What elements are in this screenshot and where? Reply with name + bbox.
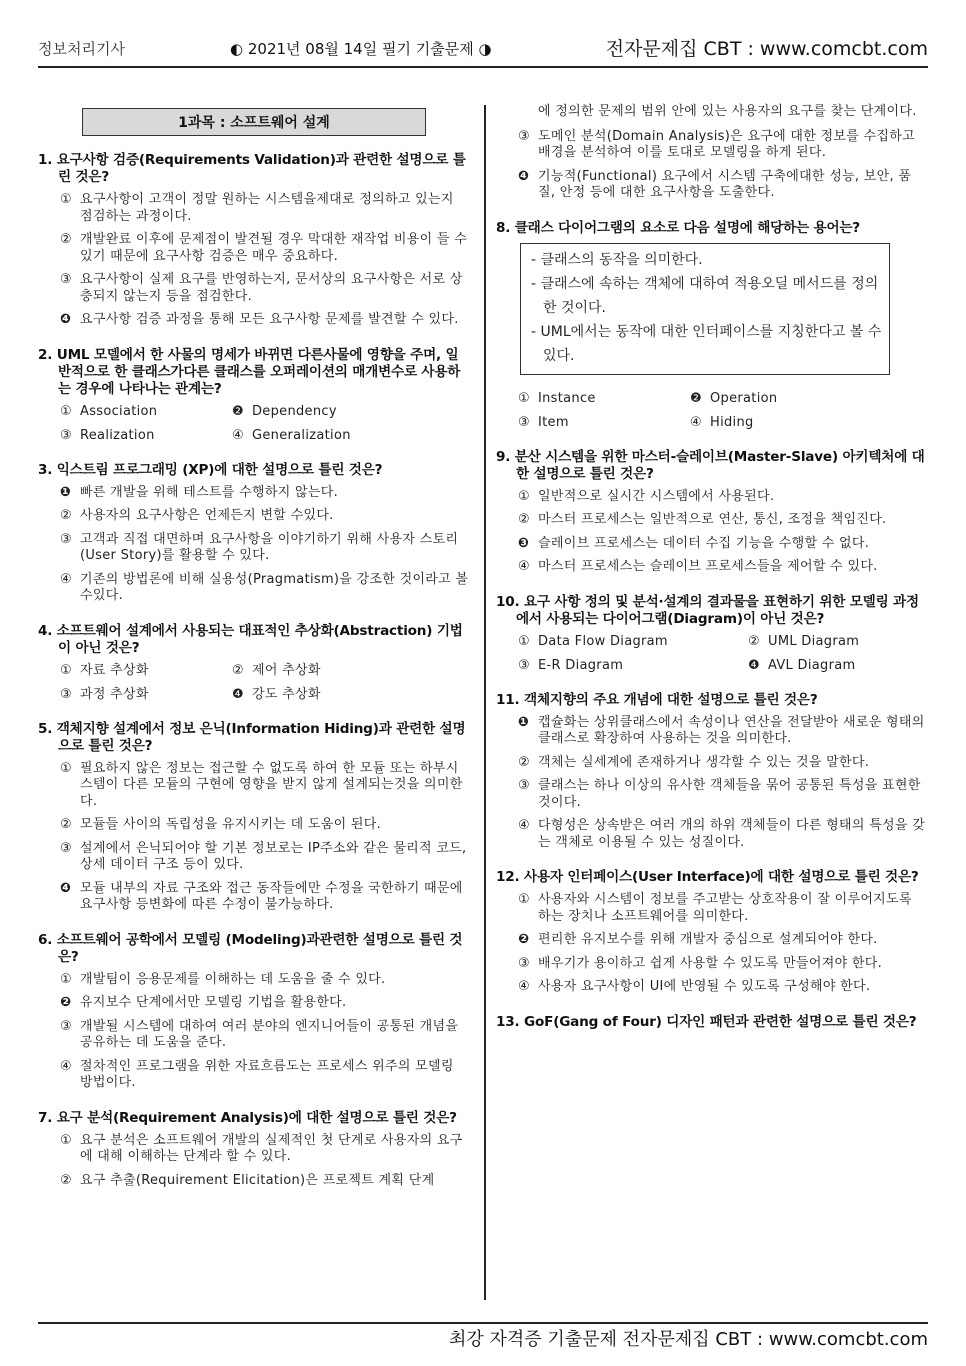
question-13	[496, 1014, 928, 1031]
option[interactable]: ① Instance	[518, 390, 596, 406]
option[interactable]: ③ 개발될 시스템에 대하여 여러 분야의 엔지니어들이 공통된 개념을 공유하는 데 도움을 준다.	[60, 1018, 459, 1050]
option[interactable]: ① 일반적으로 실시간 시스템에서 사용된다.	[518, 488, 775, 504]
box-line: - UML에서는 동작에 대한 인터페이스를 지칭한다고 볼 수 있다.	[531, 323, 882, 364]
question-title: 13. GoF(Gang of Four) 디자인 패턴과 관련한 설명으로 틀린 것은?	[496, 1013, 917, 1030]
option-answer[interactable]: ❶ 빠른 개발을 위해 테스트를 수행하지 않는다.	[60, 484, 339, 500]
option[interactable]: ③ Item	[518, 414, 569, 430]
option[interactable]: ① Data Flow Diagram	[518, 633, 668, 649]
option[interactable]: ② 요구 추출(Requirement Elicitation)은 프로젝트 계획 단계	[60, 1172, 435, 1188]
header-rule	[38, 66, 928, 68]
question-1	[38, 152, 470, 329]
page-header	[38, 34, 928, 62]
option[interactable]: ③ 설계에서 은닉되어야 할 기본 정보로는 IP주소와 같은 물리적 코드, 상세 데이터 구조 등이 있다.	[60, 840, 467, 872]
option[interactable]: ② UML Diagram	[748, 633, 860, 649]
question-title: 12. 사용자 인터페이스(User Interface)에 대한 설명으로 틀린 것은?	[496, 869, 919, 885]
option[interactable]: ① Association	[60, 403, 158, 419]
option-continuation: 에 정의한 문제의 범위 안에 있는 사용자의 요구를 찾는 단계이다.	[538, 104, 917, 119]
option-answer[interactable]: ❸ 슬레이브 프로세스는 데이터 수집 기능을 수행할 수 없다.	[518, 535, 870, 551]
question-title: 7. 요구 분석(Requirement Analysis)에 대한 설명으로 틀린 것은?	[38, 1109, 457, 1126]
option[interactable]: ④ 사용자 요구사항이 UI에 반영될 수 있도록 구성해야 한다.	[518, 979, 871, 994]
header-site: 전자문제집 CBT : www.comcbt.com	[605, 38, 928, 60]
option[interactable]: ③ 과정 추상화	[60, 686, 149, 702]
option[interactable]: ① 개발팀이 응용문제를 이해하는 데 도움을 줄 수 있다.	[60, 971, 386, 987]
footer-rule	[38, 1322, 928, 1324]
box-line: - 클래스의 동작을 의미한다.	[531, 251, 703, 268]
subject-title: 1과목 : 소프트웨어 설계	[82, 108, 426, 136]
option-answer[interactable]: ❷ Operation	[690, 390, 778, 406]
option[interactable]: ④ 절차적인 프로그램을 위한 자료흐름도는 프로세스 위주의 모델링 방법이다.	[60, 1058, 454, 1090]
option[interactable]: ④ 마스터 프로세스는 슬레이브 프로세스들을 제어할 수 있다.	[518, 559, 878, 574]
option[interactable]: ② 객체는 실세계에 존재하거나 생각할 수 있는 것을 말한다.	[518, 754, 870, 770]
option[interactable]: ① 요구 분석은 소프트웨어 개발의 실제적인 첫 단계로 사용자의 요구에 대해 이해하는 단계라 할 수 있다.	[60, 1132, 463, 1164]
question-4	[38, 623, 470, 703]
question-title: 11. 객체지향의 주요 개념에 대한 설명으로 틀린 것은?	[496, 691, 818, 708]
question-box	[520, 243, 890, 375]
option[interactable]: ③ E-R Diagram	[518, 657, 624, 673]
left-column	[38, 100, 470, 1207]
question-6	[38, 932, 470, 1092]
question-title: 9. 분산 시스템을 위한 마스터-슬레이브(Master-Slave) 아키텍처에 대한 설명으로 틀린 것은?	[496, 448, 925, 482]
option[interactable]: ① 요구사항이 고객이 정말 원하는 시스템을제대로 정의하고 있는지 점검하는 과정이다.	[60, 192, 454, 224]
option[interactable]: ④ 다형성은 상속받은 여러 개의 하위 객체들이 다른 형태의 특성을 갖는 객체로 이용될 수 있는 성질이다.	[518, 818, 926, 850]
question-8	[496, 220, 928, 431]
question-3	[38, 462, 470, 605]
right-column	[496, 104, 928, 1049]
question-9	[496, 449, 928, 576]
option-answer[interactable]: ❹ 모듈 내부의 자료 구조와 접근 동작들에만 수정을 국한하기 때문에 요구사항 등변화에 따른 수정이 불가능하다.	[60, 880, 463, 912]
question-11	[496, 692, 928, 852]
option[interactable]: ② 모듈들 사이의 독립성을 유지시키는 데 도움이 된다.	[60, 817, 382, 832]
option-answer[interactable]: ❹ 기능적(Functional) 요구에서 시스템 구축에대한 성능, 보안, 품질, 안정 등에 대한 요구사항을 도출한다.	[518, 168, 912, 200]
option[interactable]: ③ Realization	[60, 427, 155, 443]
question-12	[496, 869, 928, 996]
option[interactable]: ① 필요하지 않은 정보는 접근할 수 없도록 하여 한 모듈 또는 하부시스템이 다른 모듈의 구현에 영향을 받지 않게 설계되는것을 의미한다.	[60, 760, 463, 809]
question-10	[496, 594, 928, 674]
question-title: 2. UML 모델에서 한 사물의 명세가 바뀌면 다른사물에 영향을 주며, 일반적으로 한 클래스가다른 클래스를 오퍼레이션의 매개변수로 사용하는 경우에 나타나는 관계는?	[38, 346, 461, 397]
option[interactable]: ③ 배우기가 용이하고 쉽게 사용할 수 있도록 만들어져야 한다.	[518, 955, 883, 971]
option[interactable]: ② 마스터 프로세스는 일반적으로 연산, 통신, 조정을 책임진다.	[518, 512, 887, 527]
column-divider	[484, 105, 486, 1300]
option[interactable]: ② 개발완료 이후에 문제점이 발견될 경우 막대한 재작업 비용이 들 수 있기 때문에 요구사항 검증은 매우 중요하다.	[60, 232, 468, 264]
question-7	[38, 1110, 470, 1190]
option[interactable]: ② 제어 추상화	[232, 662, 321, 678]
option[interactable]: ① 사용자와 시스템이 정보를 주고받는 상호작용이 잘 이루어지도록 하는 장치나 소프트웨어를 의미한다.	[518, 892, 912, 924]
option-answer[interactable]: ❹ 강도 추상화	[232, 686, 321, 702]
option[interactable]: ③ 고객과 직접 대면하며 요구사항을 이야기하기 위해 사용자 스토리(User Story)를 활용할 수 있다.	[60, 531, 459, 563]
option-answer[interactable]: ❶ 캡슐화는 상위클래스에서 속성이나 연산을 전달받아 새로운 형태의 클래스로 확장하여 사용하는 것을 의미한다.	[518, 714, 925, 746]
option-answer[interactable]: ❹ AVL Diagram	[748, 657, 856, 673]
option[interactable]: ① 자료 추상화	[60, 662, 149, 678]
question-2	[38, 347, 470, 444]
option[interactable]: ③ 도메인 분석(Domain Analysis)은 요구에 대한 정보를 수집하고 배경을 분석하여 이를 토대로 모델링을 하게 된다.	[518, 128, 915, 160]
question-title: 8. 클래스 다이어그램의 요소로 다음 설명에 해당하는 용어는?	[496, 219, 860, 236]
option[interactable]: ③ 요구사항이 실제 요구를 반영하는지, 문서상의 요구사항은 서로 상충되지 않는지 등을 점검한다.	[60, 272, 463, 304]
option-answer[interactable]: ❷ 유지보수 단계에서만 모델링 기법을 활용한다.	[60, 995, 347, 1010]
question-title: 6. 소프트웨어 공학에서 모델링 (Modeling)과관련한 설명으로 틀린 것은?	[38, 931, 463, 965]
option[interactable]: ③ 클래스는 하나 이상의 유사한 객체들을 묶어 공통된 특성을 표현한 것이다.	[518, 778, 921, 810]
question-title: 1. 요구사항 검증(Requirements Validation)과 관련한 설명으로 틀린 것은?	[38, 152, 466, 185]
question-5	[38, 721, 470, 914]
option-answer[interactable]: ❷ Dependency	[232, 403, 337, 419]
option[interactable]: ② 사용자의 요구사항은 언제든지 변할 수있다.	[60, 508, 334, 523]
option[interactable]: ④ Generalization	[232, 427, 351, 443]
question-title: 4. 소프트웨어 설계에서 사용되는 대표적인 추상화(Abstraction) 기법이 아닌 것은?	[38, 622, 463, 656]
question-title: 3. 익스트림 프로그래밍 (XP)에 대한 설명으로 틀린 것은?	[38, 461, 383, 478]
question-title: 10. 요구 사항 정의 및 분석·설계의 결과물을 표현하기 위한 모델링 과정에서 사용되는 다이어그램(Diagram)이 아닌 것은?	[496, 593, 919, 627]
option[interactable]: ④ 기존의 방법론에 비해 실용성(Pragmatism)을 강조한 것이라고 볼 수있다.	[60, 571, 469, 603]
page-footer: 최강 자격증 기출문제 전자문제집 CBT : www.comcbt.com	[449, 1329, 928, 1350]
option-answer[interactable]: ❹ 요구사항 검증 과정을 통해 모든 요구사항 문제를 발견할 수 있다.	[60, 312, 459, 327]
question-title: 5. 객체지향 설계에서 정보 은닉(Information Hiding)과 관련한 설명으로 틀린 것은?	[38, 720, 466, 754]
option-answer[interactable]: ❷ 편리한 유지보수를 위해 개발자 중심으로 설계되어야 한다.	[518, 932, 878, 947]
box-line: - 클래스에 속하는 객체에 대하여 적용오딜 메서드를 정의한 것이다.	[531, 275, 879, 316]
header-exam-date: ◐ 2021년 08월 14일 필기 기출문제 ◑	[230, 40, 492, 58]
option[interactable]: ④ Hiding	[690, 414, 754, 430]
header-exam-name: 정보처리기사	[38, 40, 125, 58]
